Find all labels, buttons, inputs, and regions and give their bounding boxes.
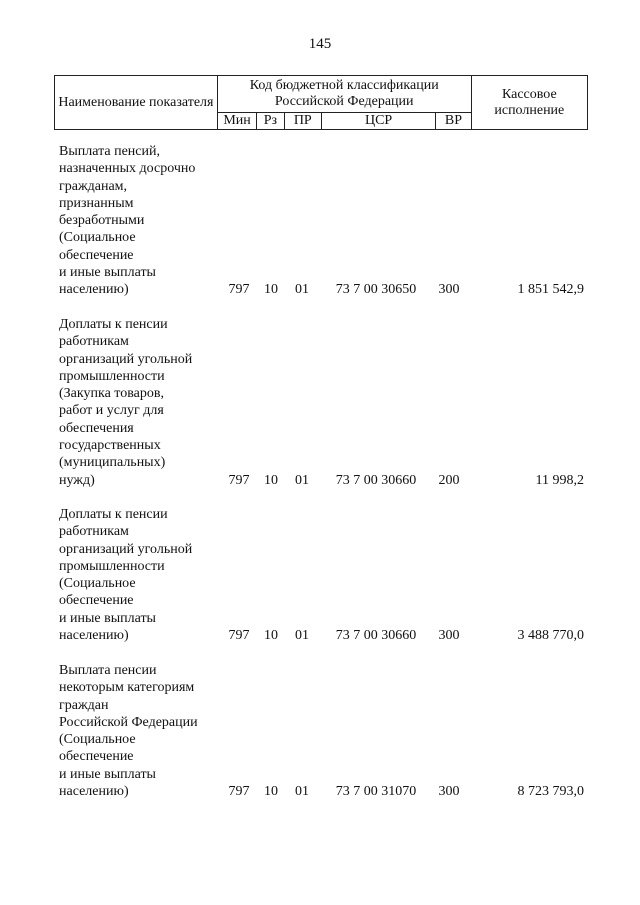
row-sum: 3 488 770,0 (517, 628, 584, 644)
row-pr: 01 (295, 784, 309, 800)
header-rz: Рз (257, 113, 284, 130)
header-code-group: Код бюджетной классификации Российской Федерации (217, 76, 471, 113)
header-execution-column: Кассовое исполнение (471, 76, 587, 130)
row-sum: 8 723 793,0 (517, 784, 584, 800)
row-vr: 300 (438, 784, 460, 800)
header-csr: ЦСР (321, 113, 435, 130)
row-vr: 300 (438, 628, 460, 644)
row-rz: 10 (264, 784, 278, 800)
header-name-column: Наименование показателя (55, 76, 218, 130)
row-min: 797 (228, 784, 250, 800)
page-number: 145 (308, 36, 332, 52)
row-vr: 300 (438, 282, 460, 297)
row-sum: 11 998,2 (535, 472, 584, 488)
row-csr: 73 7 00 30660 (335, 472, 417, 488)
row-name: Выплата пенсии некоторым категориям граждан Российской Федерации (Социальное обеспечение и иные выплаты населению) (59, 663, 198, 800)
header-vr: ВР (436, 113, 471, 130)
row-vr: 200 (438, 472, 460, 488)
header-pr: ПР (284, 113, 321, 130)
row-csr: 73 7 00 30660 (335, 628, 417, 644)
row-sum: 1 851 542,9 (517, 282, 584, 297)
row-rz: 10 (264, 282, 278, 297)
row-rz: 10 (264, 628, 278, 644)
row-rz: 10 (264, 472, 278, 488)
row-pr: 01 (295, 628, 309, 644)
table-header (54, 75, 588, 130)
row-name: Доплаты к пенсии работникам организаций угольной промышленности (Социальное обеспечение и иные выплаты населению) (59, 507, 193, 644)
row-pr: 01 (295, 472, 309, 488)
row-csr: 73 7 00 30650 (335, 282, 417, 297)
row-name: Выплата пенсий, назначенных досрочно гражданам, признанным безработными (Социальное обеспечение и иные выплаты населению) (59, 144, 196, 298)
row-min: 797 (228, 472, 250, 488)
header-min: Мин (217, 113, 256, 130)
row-pr: 01 (295, 282, 309, 297)
row-name: Доплаты к пенсии работникам организаций угольной промышленности (Закупка товаров, работ и услуг для обеспечения государственных (муниципальных) нужд) (59, 317, 193, 488)
row-min: 797 (228, 628, 250, 644)
row-min: 797 (228, 282, 250, 297)
row-csr: 73 7 00 31070 (335, 784, 417, 800)
